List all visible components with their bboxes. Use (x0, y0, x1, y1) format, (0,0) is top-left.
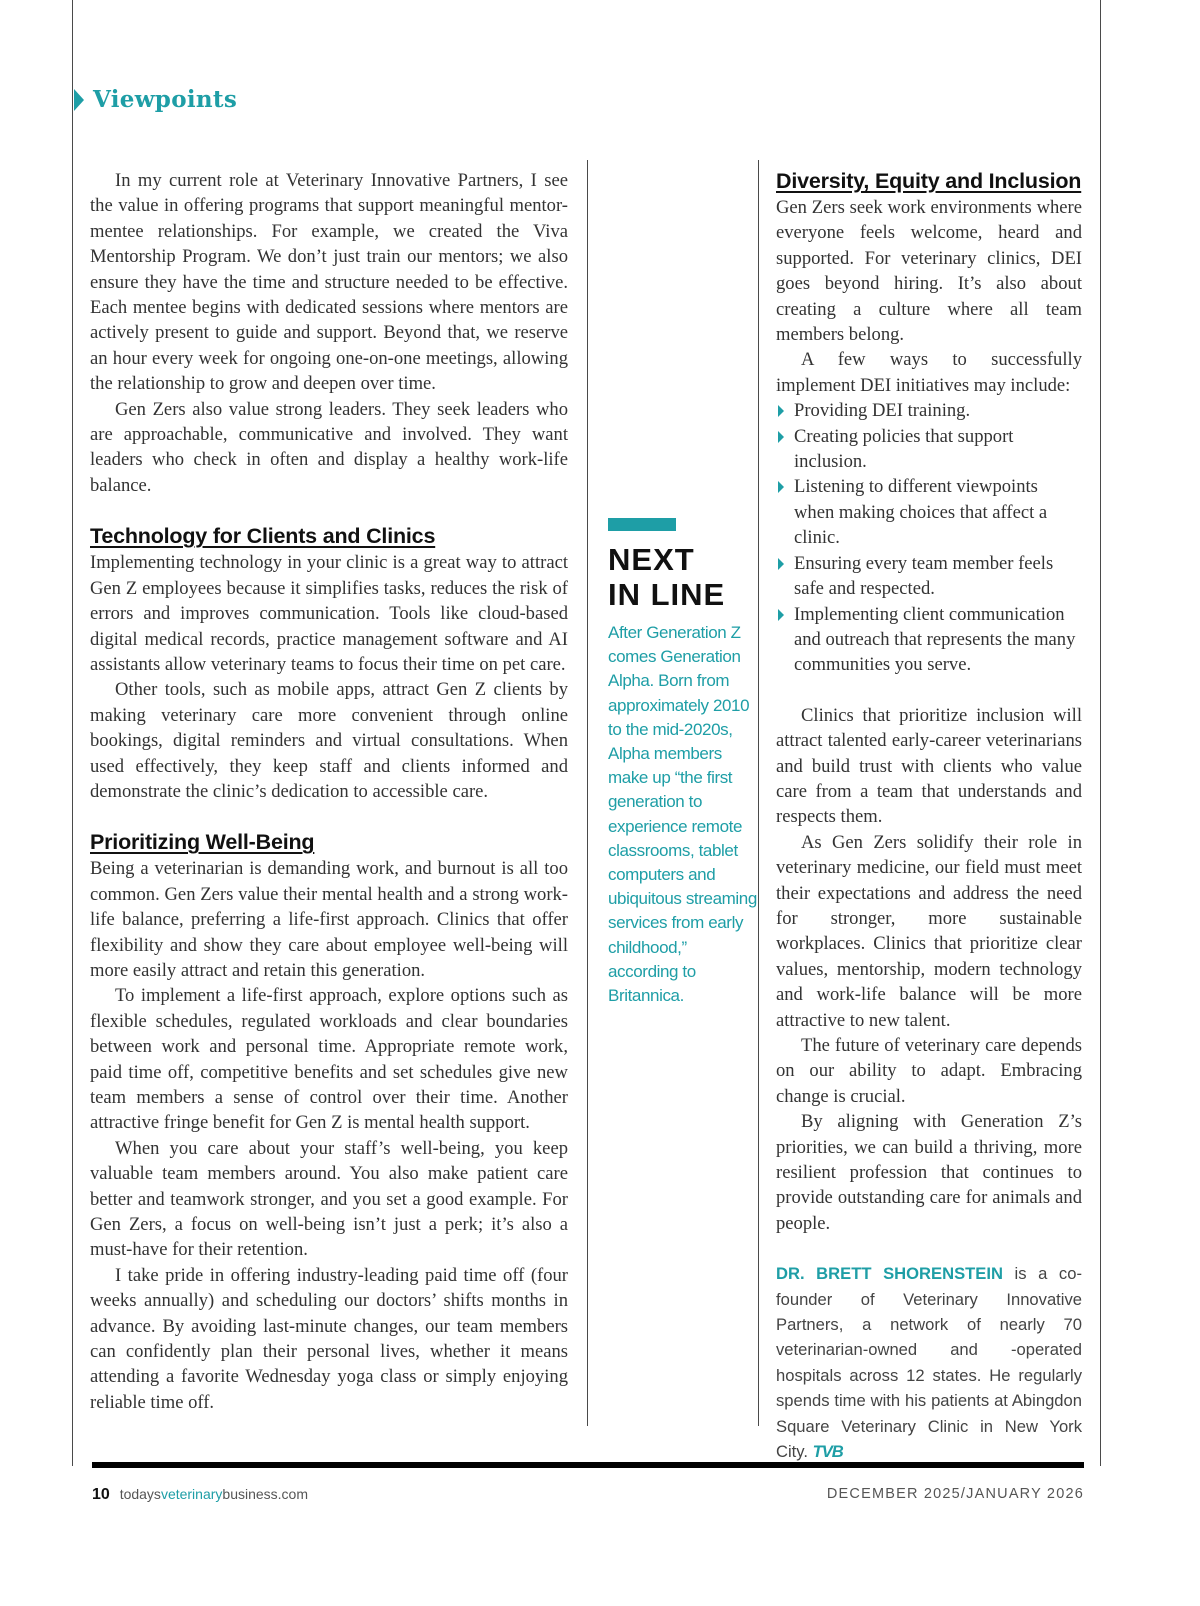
footer-left (92, 1486, 308, 1504)
heading-technology: Technology for Clients and Clinics (90, 524, 436, 549)
paragraph: To implement a life-first approach, explore options such as flexible schedules, regulated workloads and clear boundaries between work and personal time. Appropriate remote work, paid time off, competitive benefits and set schedules give new team members a sense of control over their time. Another attractive fringe benefit for Gen Z is mental health support. (90, 985, 568, 1134)
list-item: Implementing client communication and outreach that represents the many communities you serve. (776, 602, 1082, 678)
author-bio (776, 1261, 1082, 1464)
column-divider-2 (758, 160, 759, 1426)
bullet-arrow-icon (778, 405, 784, 417)
paragraph: In my current role at Veterinary Innovative Partners, I see the value in offering programs that support meaningful mentor-mentee relationships. For example, we created the Viva Mentorship Program. We don’t just train our mentors; we also ensure they have the time and structure needed to be effective. Each mentee begins with dedicated sessions where mentors are actively present to guide and support. Beyond that, we reserve an hour every week for ongoing one-on-one meetings, allowing the relationship to grow and deepen over time. (90, 170, 568, 395)
sidebar-next-in-line (608, 518, 758, 1008)
column-left (90, 168, 568, 1415)
paragraph: The future of veterinary care depends on our ability to adapt. Embracing change is crucial. (776, 1035, 1082, 1107)
list-item: Creating policies that support inclusion. (776, 424, 1082, 475)
sidebar-title (608, 542, 758, 612)
sidebar-body: After Generation Z comes Generation Alpha. Born from approximately 2010 to the mid-2020s, Alpha members make up “the first generation to experience remote classrooms, tablet computers and ubiquitous streaming services from early childhood,” according to Britannica. (608, 623, 757, 1006)
page-right-rule (1100, 0, 1101, 1466)
heading-well-being: Prioritizing Well-Being (90, 830, 315, 855)
paragraph: Clinics that prioritize inclusion will attract talented early-career veterinarians and build trust with clients who value care from a team that understands and respects them. (776, 704, 1082, 828)
bullet-arrow-icon (778, 481, 784, 493)
site-url: todaysveterinarybusiness.com (119, 1486, 308, 1502)
paragraph: A few ways to successfully implement DEI initiatives may include: (776, 349, 1082, 396)
page-number: 10 (92, 1486, 110, 1503)
column-divider-1 (587, 160, 588, 1426)
sidebar-accent-bar (608, 518, 676, 531)
sidebar-title-line: IN LINE (608, 577, 726, 612)
paragraph: Being a veterinarian is demanding work, and burnout is all too common. Gen Zers value their mental health and a strong work-life balance, preferring a life-first approach. Clinics that offer flexibility and show they care about employee well-being will more easily attract and retain this generation. (90, 858, 568, 981)
paragraph: By aligning with Generation Z’s priorities, we can build a thriving, more resilient profession that continues to provide outstanding care for animals and people. (776, 1111, 1082, 1234)
paragraph: I take pride in offering industry-leading paid time off (four weeks annually) and scheduling our doctors’ shifts months in advance. By avoiding last-minute changes, our team members can confidently plan their personal lives, whether it means attending a favorite Wednesday yoga class or simply enjoying reliable time off. (90, 1264, 568, 1413)
list-item: Ensuring every team member feels safe and respected. (776, 551, 1082, 602)
bullet-arrow-icon (778, 609, 784, 621)
bullet-arrow-icon (778, 558, 784, 570)
paragraph: Gen Zers seek work environments where everyone feels welcome, heard and supported. For veterinary clinics, DEI goes beyond hiring. It’s also about creating a culture where all team members belong. (776, 197, 1082, 346)
tvb-logo: TVB (812, 1442, 843, 1462)
page-left-rule (72, 0, 73, 1466)
sidebar-title-line: NEXT (608, 542, 695, 577)
issue-date: DECEMBER 2025/JANUARY 2026 (826, 1486, 1084, 1502)
footer-rule (92, 1462, 1084, 1468)
paragraph: As Gen Zers solidify their role in veterinary medicine, our field must meet their expectations and address the need for stronger, more sustainable workplaces. Clinics that prioritize clear values, mentorship, modern technology and work-life balance will be more attractive to new talent. (776, 831, 1082, 1031)
bio-text: is a co-founder of Veterinary Innovative Partners, a network of nearly 70 veterinarian-owned and -operated hospitals across 12 states. He regularly spends time with his patients at Abingdon Square Veterinary Clinic in New York City. (776, 1264, 1082, 1462)
paragraph: Gen Zers also value strong leaders. They seek leaders who are approachable, communicative and involved. They want leaders who check in often and display a healthy work-life balance. (90, 398, 568, 496)
paragraph: When you care about your staff’s well-being, you keep valuable team members around. You also make patient care better and teamwork stronger, and you set a good example. For Gen Zers, a focus on well-being isn’t just a perk; it’s also a must-have for their retention. (90, 1137, 568, 1261)
section-label: Viewpoints (93, 86, 238, 113)
paragraph: Implementing technology in your clinic is a great way to attract Gen Z employees because it simplifies tasks, reduces the risk of errors and improves communication. Tools like cloud-based digital medical records, practice management software and AI assistants allow veterinary teams to focus their time on pet care. (90, 552, 568, 675)
bullet-arrow-icon (778, 431, 784, 443)
author-name: DR. BRETT SHORENSTEIN (776, 1264, 1003, 1284)
paragraph: Other tools, such as mobile apps, attract Gen Z clients by making veterinary care more convenient through online bookings, digital reminders and virtual consultations. When used effectively, they keep staff and clients informed and demonstrate the clinic’s dedication to accessible care. (90, 679, 568, 802)
section-marker-icon (74, 89, 84, 111)
section-header (74, 86, 237, 113)
list-item: Providing DEI training. (776, 398, 1082, 423)
heading-dei: Diversity, Equity and Inclusion (776, 169, 1082, 193)
list-item: Listening to different viewpoints when making choices that affect a clinic. (776, 474, 1082, 550)
column-right (776, 168, 1082, 1465)
dei-list (776, 398, 1082, 677)
